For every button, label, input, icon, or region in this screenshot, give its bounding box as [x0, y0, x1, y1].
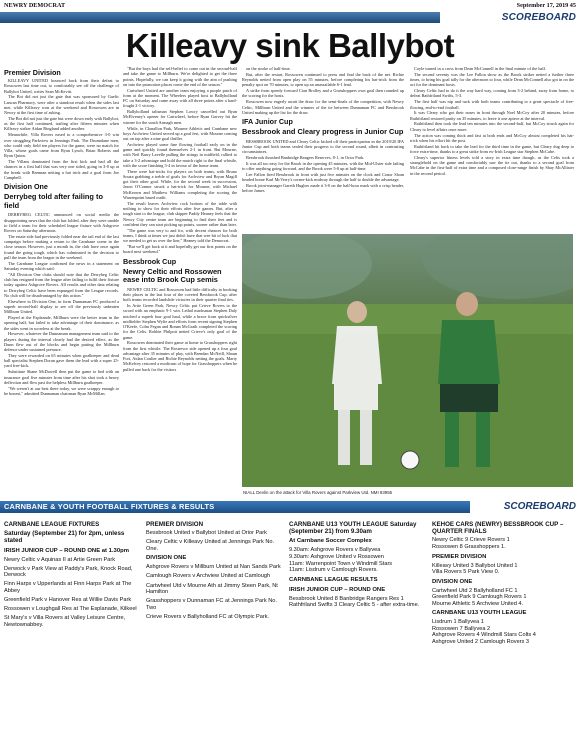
- scoreboard-stripe: [0, 12, 440, 23]
- fixtures-c2-lines1: [146, 530, 281, 552]
- fixtures-c1-head: CARNBANE LEAGUE FIXTURES: [4, 521, 100, 528]
- fixtures-c3-sub: At Carnbane Soccer Complex: [289, 538, 372, 545]
- article-paragraph: Bessbrook thrashed Banbridge Rangers Reserves, 8-1, in Orior Park.: [246, 154, 365, 160]
- col4-paras: [410, 66, 574, 176]
- fixture-line: Newry Celtic v Aquinas II at Artie Green Park: [4, 556, 115, 563]
- newry-celtic-subhead: Newry Celtic and Rossowen ease into Brook Cup semis: [123, 266, 222, 285]
- result-line: Greenfield Park 9 Camlough Rovers 1: [432, 594, 527, 601]
- article-paragraph: While, in Clonallon Park, Mourne Athletic and Carnbane new boys Archview United served up a goal fest, with Mourne coming out on top after a nine goal thriller.: [123, 125, 237, 142]
- article-paragraph: Substitute Shane McDowell then put the game to bed with an insurance goal five minutes from time after his shot took a heavy deflection and flew past the helpless Millburn goalkeeper.: [4, 369, 119, 385]
- result-line: Rossowen 8 Grasshoppers 1.: [432, 544, 506, 550]
- article-paragraph: The Carnbane League confirmed the news in a statement on Saturday evening which said:: [4, 260, 119, 271]
- fixtures-c3-h2: CARNBANE LEAGUE RESULTS: [289, 576, 378, 583]
- fixture-line: St Mary's v Villa Rovers at Valley Leisure Centre, Newtownabbey.: [4, 615, 126, 628]
- column-2: [123, 66, 237, 498]
- article-paragraph: "We weren't at our best there today, we were scrappy enough to be honest," admitted Dunnaman chairman Ryan McMillan.: [4, 385, 119, 396]
- article-paragraph: In Artie Green Park, Newry Celtic put Crieve Rovers to the sword with an emphatic 9-1 win. Lethal marksman Stephen Daly notched a superb four goal haul, while a brace from quicksilver midfielder Stephen Wylie and efforts from recent signing Stephen O'Keefe, Colm Fegan and Ronan McGrath completed the scoring for the Celts. Robbie Philpott netted Crieve's only goal of the game.: [123, 303, 237, 340]
- fixtures-col-1: [4, 521, 139, 631]
- fixture-line: Greenfield Park v Hanover Res at Willie Davis Park: [4, 596, 132, 603]
- fixtures-c4-lines1: [432, 537, 576, 550]
- result-line: Rossowen 7 Ballyvea 2: [432, 625, 491, 632]
- division-one-head: Division One: [4, 182, 48, 192]
- headline: Killeavy sink Ballybot: [125, 27, 455, 64]
- fixtures-band-title: CARNBANE & YOUTH FOOTBALL FIXTURES & RESULTS: [4, 502, 215, 511]
- fixtures-col-2: [146, 521, 281, 623]
- article-paragraph: The second seventy was the Lee Fallon show as the Brook striker netted a further three times, to bring his goal tally for the afternoon to four, while Dean McConnell also got in on the act for the dominant hosts.: [410, 71, 574, 88]
- fixtures-c4-lines3: [432, 588, 576, 608]
- article-paragraph: Rathfriland hit back to take the lead for the third time in the game, but Cleary dug deep to force extra-time, thanks to a great strike from ex-Irish League star Stephen McCabe.: [410, 143, 574, 154]
- fixtures-c4-h2: PREMIER DIVISION: [432, 553, 487, 560]
- fixture-line: 11am: Warrenpoint Town v Windmill Stars: [289, 560, 393, 567]
- fixture-line: Cartwheel Utd v Mourne Ath at Jimmy Steen Park, Nt Hamilton: [146, 582, 278, 596]
- fixture-line: Ashgrove Rovers v Millburn United at Nan Sands Park: [146, 564, 281, 571]
- fixtures-c2-head: PREMIER DIVISION: [146, 521, 204, 528]
- article-paragraph: The result leaves Archview rock bottom of the table with nothing to show for their efforts after five games. But, after a tough start to the league, club skipper Paddy Heaney feels that the Newry City centre team are beginning to find their feet and is confident they can start picking up points, sooner rather than later.: [123, 200, 237, 227]
- fixtures-c4-lines2: [432, 563, 576, 576]
- article-paragraph: NEWRY CELTIC and Rossowen had little difficulty in booking their places in the last four of the coveted Bessbrook Cup, after both teams recorded landslide victories in their quarter final ties.: [123, 286, 237, 303]
- fixtures-c1-lines: [4, 557, 139, 629]
- scoreboard-label: SCOREBOARD: [501, 12, 576, 23]
- article-paragraph: They were rewarded on 65 minutes when goalkeeper and dead ball specialist Stephen Doran gave them the lead with a super 25-yard free-kick.: [4, 352, 119, 369]
- article-paragraph: It was Cleary who got their noses in front through Noel McCoy after 20 minutes, before Rathfriland restored parity on 35 minutes, to leave it one apiece at the interval.: [410, 110, 574, 121]
- article-paragraph: But, after the restart, Rossowen continued to press and find the back of the net. Richie Reynolds netted from open play on 55 minutes, before completing his hat-trick from the penalty spot on 70 minutes, to open up an unassailable 6-1 lead.: [242, 71, 404, 88]
- column-3: [242, 66, 404, 232]
- article-paragraph: Rathfriland then took the lead ten minutes into the second-half, but McCoy struck again for Cleary to level affairs once more.: [410, 121, 574, 132]
- result-line: Ashgrove Rovers 4 Windmill Stars Colts 4: [432, 632, 536, 639]
- article-paragraph: The Villans dominated from the first kick and had all the chances in a first half that was very one sided, going in 3-0 up at the break with Brennan netting a hat trick and a goal from Joe Campbell.: [4, 159, 119, 180]
- result-line: Killeavy United 3 Ballybot United 1: [432, 562, 518, 569]
- ifa-head: IFA Junior Cup: [242, 117, 293, 127]
- article-paragraph: "But the boys had the self-belief to come out in the second-half and take the game to Millburn. We're delighted to get the three points. Hopefully, we can keep it going with the aim of pushing on into the promotion places come the end of the season.": [123, 66, 237, 87]
- fixtures-c3-lines2: [289, 596, 424, 609]
- fixture-line: Rossowen v Loughgall Res at The Esplanade, Kilkeel: [4, 606, 137, 613]
- result-line: Ashgrove United 2 Camlough Rovers 3: [432, 639, 530, 646]
- result-line: Newry Celtic 9 Crieve Rovers 1: [432, 537, 510, 544]
- fixtures-band: [0, 501, 580, 513]
- division-one-paras: [4, 212, 119, 396]
- masthead-bar: [0, 0, 580, 12]
- article-paragraph: Coyle turned in a cross from Dean McConnell in the final minute of the half.: [414, 66, 547, 71]
- fixtures-c3-h3: IRISH JUNIOR CUP – ROUND ONE: [289, 586, 386, 593]
- article-paragraph: "The game was very to and fro, with decent chances for both teams, I think at times we just didn't have that wee bit of luck that we needed to get us over the line," Heaney told the Democrat.: [123, 227, 237, 244]
- photo-caption: NIALL Devlin on the attack for Villa Rovers against Parkview Utd. NMI 93955: [243, 490, 393, 495]
- date-page: September 17, 2019 45: [516, 2, 576, 9]
- band-scoreboard-label: SCOREBOARD: [503, 501, 576, 512]
- article-paragraph: Cleary's superior fitness levels told a story in extra time though, as the Celts took a stranglehold on the game and comfortably saw the tie out, thanks to a second goal from McCabe in the first-half of extra time and a composed close-range finish by Shay McAllister in the second period.: [410, 154, 574, 176]
- fixture-line: 9.30am: Ashgrove United v Rossowen: [289, 553, 384, 560]
- newry-paras: [123, 287, 237, 372]
- article-paragraph: Rossowen now eagerly await the draw for the semi-finals of the competition, with Newry Celtic, Millburn United and the winners of the tie between Dunnaman FC and Bessbrook United making up the list for the draw.: [242, 99, 404, 115]
- fixtures-c4-lines4: [432, 619, 576, 645]
- article-paragraph: KILLEAVY UNITED bounced back from their defeat to Rossowen last time out, to comfortably see off the challenge of Ballybot United, writes Sean McKevitt.: [4, 78, 119, 94]
- fixture-line: Derwock v Park View at Paddy's Park, Knock Road, Derwock: [4, 565, 133, 579]
- fixture-line: Camlough Rovers v Archview United at Camlough: [146, 573, 271, 580]
- article-paragraph: on the stroke of half-time.: [246, 66, 291, 71]
- derrybeg-subhead: Derrybeg told after failing to field: [4, 192, 103, 210]
- article-paragraph: The action was coming thick and fast at both ends and McCoy almost completed his hat-trick when his effort hit the post.: [410, 132, 574, 143]
- ifa-subhead: Bessbrook and Cleary progress in Junior Cup: [242, 127, 404, 137]
- result-line: Cartwheel Utd 2 Ballyholland FC 1: [432, 587, 518, 594]
- article-paragraph: There were hat-tricks for players on both teams, with Bruno Souza grabbing a treble of goals for Archview and Bryan Magill got their other goal. While, for the second week in succession, Jason O'Connor struck a hat-trick for Mourne, with Michael McKeown and Matthew Williams completing the scoring the Warrenpoint based outfit.: [123, 168, 237, 200]
- result-line: Lisdrum 1 Ballyvea 1: [432, 619, 484, 626]
- fixtures-c1-h2: IRISH JUNIOR CUP – ROUND ONE at 1.30pm: [4, 547, 129, 554]
- fixture-line: 9.30am: Ashgrove Rovers v Ballyvea: [289, 547, 381, 554]
- fixture-line: Cleary Celtic v Killeavy United at Jennings Park No. One.: [146, 539, 275, 552]
- article-paragraph: Cartwheel United are another team enjoying a purple patch of form at the moment. The Wheelers played host to Ballyholland FC on Saturday and came away with all three points after a hard-fought 2-1 victory.: [123, 87, 237, 109]
- article-paragraph: "All Division One clubs should note that the Derrybeg Celtic club has resigned from the league after failing to fulfil their fixture today against Ashgrove Rovers. All results and other data relating to Derrybeg Celtic have been expunged from the League records. No club will be disadvantaged by this action.": [4, 271, 119, 298]
- article-paragraph: DERRYBEG CELTIC announced on social media the disappointing news that the club has folded, after they were unable to field a team for their scheduled league fixture with Ashgrove Rovers on Saturday afternoon.: [4, 212, 119, 234]
- result-line: Villa Rovers 5 Park View 0.: [432, 569, 500, 576]
- article-paragraph: The Bot did not just the gate that was sponsored by Gaelic Lancan Pharmacy, were after a standout result when the sides last met, while Killeavy won at the weekend and Rossowen are in Newry at the first time of asking.: [4, 94, 119, 116]
- article-paragraph: However, whatever the Dunnaman management team said to the players during the interval clearly had the desired effect, as the Dunn flew out of the blocks and begin putting the Millburn defence under sustained pressure.: [4, 331, 119, 353]
- col3-paras: [242, 66, 404, 115]
- fixtures-c3-head: CARNBANE U13 YOUTH LEAGUE Saturday (September 21) from 9.30am: [289, 521, 417, 536]
- fixtures-c3-lines: [289, 547, 424, 573]
- article-paragraph: Rossowen dominated their game at home to Grasshoppers right from the first whistle. The Rostrevor side opened up a four goal advantage after 35 minutes of play, with Brendan McNeill, Shaun Fort, Aidan Coulter and Richie Reynolds netting the goals. Marty McKelvey restored a modicum of hope for Grasshoppers when he pulled one back for the visitors: [123, 340, 237, 372]
- mid-paras: [123, 66, 237, 255]
- fixtures-c1-sub: Saturday (September 21) for 2pm, unless stated: [4, 530, 125, 545]
- fixture-line: Crieve Rovers v Ballyholland FC at Olympic Park.: [146, 613, 270, 620]
- fixture-line: 11am: Lisdrum v Camlough Rovers.: [289, 567, 378, 574]
- article-paragraph: A strike from speedy forward Cian Brolley and a Grasshoppers own goal then rounded up the scoring for the hosts.: [242, 88, 404, 99]
- article-paragraph: It was all too easy for the Brook in the opening 45 minutes, with the Mid-Ulster side failing to offer anything going forward, and the Brook were 5-0 up at half-time.: [242, 160, 404, 172]
- fixture-line: Grasshoppers v Dunnaman FC at Jennings Park No. Two: [146, 598, 277, 611]
- football-photo-illustration: [242, 234, 573, 487]
- article-paragraph: The estate side had previously folded near the tail end of the last campaign before making a return to the Carnbane scene in the close season. However, just a month in, the club have once again found the going tough, which has culminated in the decision to pull the team from the league in the weekend.: [4, 233, 119, 260]
- article-paragraph: Ballyholland talisman Stephen Lowry cancelled out Ryan McElveney's opener for Cartwheel, before Ryan Garvey hit the winner for the south Armagh men.: [123, 109, 237, 125]
- article-paragraph: Brook joint-manager Gareth Hughes made it 3-0 on the half-hour mark with a crisp header, before James: [242, 183, 404, 194]
- result-line: Bessbrook United 8 Banbridge Rangers Res 1: [289, 595, 404, 602]
- article-paragraph: The Bot did not just the gate but were down early with Ballybot, as the first half continued, trailing after fifteen minutes when Killeavy striker Aidan Ringland added another.: [4, 115, 119, 132]
- fixtures-c2-h2: DIVISION ONE: [146, 555, 187, 562]
- result-line: Rathfriland Swifts 3 Cleary Celtic 5 - after extra-time.: [289, 602, 420, 609]
- scoreboard-bar: [0, 12, 580, 23]
- fixture-line: Bessbrook United v Ballybot United at Orior Park: [146, 530, 267, 537]
- article-paragraph: Elsewhere in Division One, in form Dunnaman FC produced a superb second-half display to see off the previously unbeaten Millburn United.: [4, 298, 119, 315]
- column-1: [4, 66, 119, 498]
- column-4: [410, 66, 574, 232]
- article-paragraph: Played at the Esplanade, Millburn were the better team in the opening half, but failed to take advantage of their dominance, as the sides went in scoreless at the break.: [4, 315, 119, 331]
- article-paragraph: Meanwhile, Villa Rovers eased to a comprehensive 3-0 win over struggling Parkview in Jennings Park. The Drumalane men, who could only field ten players for the game, were no match for Villa, whose goals came from Ryan Lynch, Brian Roberts and Ryan Quinn.: [4, 132, 119, 159]
- ifa-paras: [242, 139, 404, 194]
- article-paragraph: Lee Fallon fired Bessbrook in front with just five minutes on the clock and Conor Sloan headed home Karl McVerry's corner-kick midway through the half to double the advantage.: [242, 171, 404, 183]
- fixture-line: Finn Harps v Upperlands at Finn Harps Park at The Abbey: [4, 581, 132, 594]
- article-paragraph: "But we'll get back at it and hopefully get our first points on the board next weekend.": [123, 244, 237, 255]
- result-line: Mourne Athletic 5 Archview United 4.: [432, 600, 524, 607]
- article-paragraph: Archview played some fine flowing football early on in the game and quickly found themselves 2-1 in front. But Mourne, with Neil Barry Lavelle pulling the strings in midfield, rallied to take a 3-2 advantage and hold the match right to the final whistle, with the score finishing 5-4 in favour of the home team.: [123, 141, 237, 168]
- paper-name: NEWRY DEMOCRAT: [4, 2, 66, 9]
- article-paragraph: BESSBROOK UNITED and Cleary Celtic kicked off their participation in the 2019/20 IFA Junior Cup and both teams sealed their progress to the second round, albeit in contrasting circumstances.: [242, 138, 404, 155]
- fixtures-c4-h3: DIVISION ONE: [432, 578, 473, 585]
- premier-paras: [4, 78, 119, 180]
- fixtures-c4-h4: CARNBANE U13 YOUTH LEAGUE: [432, 610, 527, 617]
- premier-head: Premier Division: [4, 68, 61, 77]
- fixtures-col-4: [432, 521, 576, 646]
- band-scoreboard-box: [470, 501, 580, 513]
- fixtures-c4-head: KEHOE CARS (NEWRY) BESSBROOK CUP – QUARTER FINALS: [432, 521, 564, 536]
- fixtures-c2-lines2: [146, 564, 281, 620]
- bessbrook-cup-head: Bessbrook Cup: [123, 256, 177, 266]
- match-photo: [242, 234, 573, 487]
- fixtures-col-3: [289, 521, 424, 609]
- article-paragraph: The first half was nip and tuck with both teams contributing to a great spectacle of free-flowing, end-to-end football.: [410, 99, 574, 110]
- article-paragraph: Cleary Celtic had to do it the way hard way, coming from 3-2 behind, away from home, to defeat Rathfriland Swifts, 5-3.: [410, 88, 574, 99]
